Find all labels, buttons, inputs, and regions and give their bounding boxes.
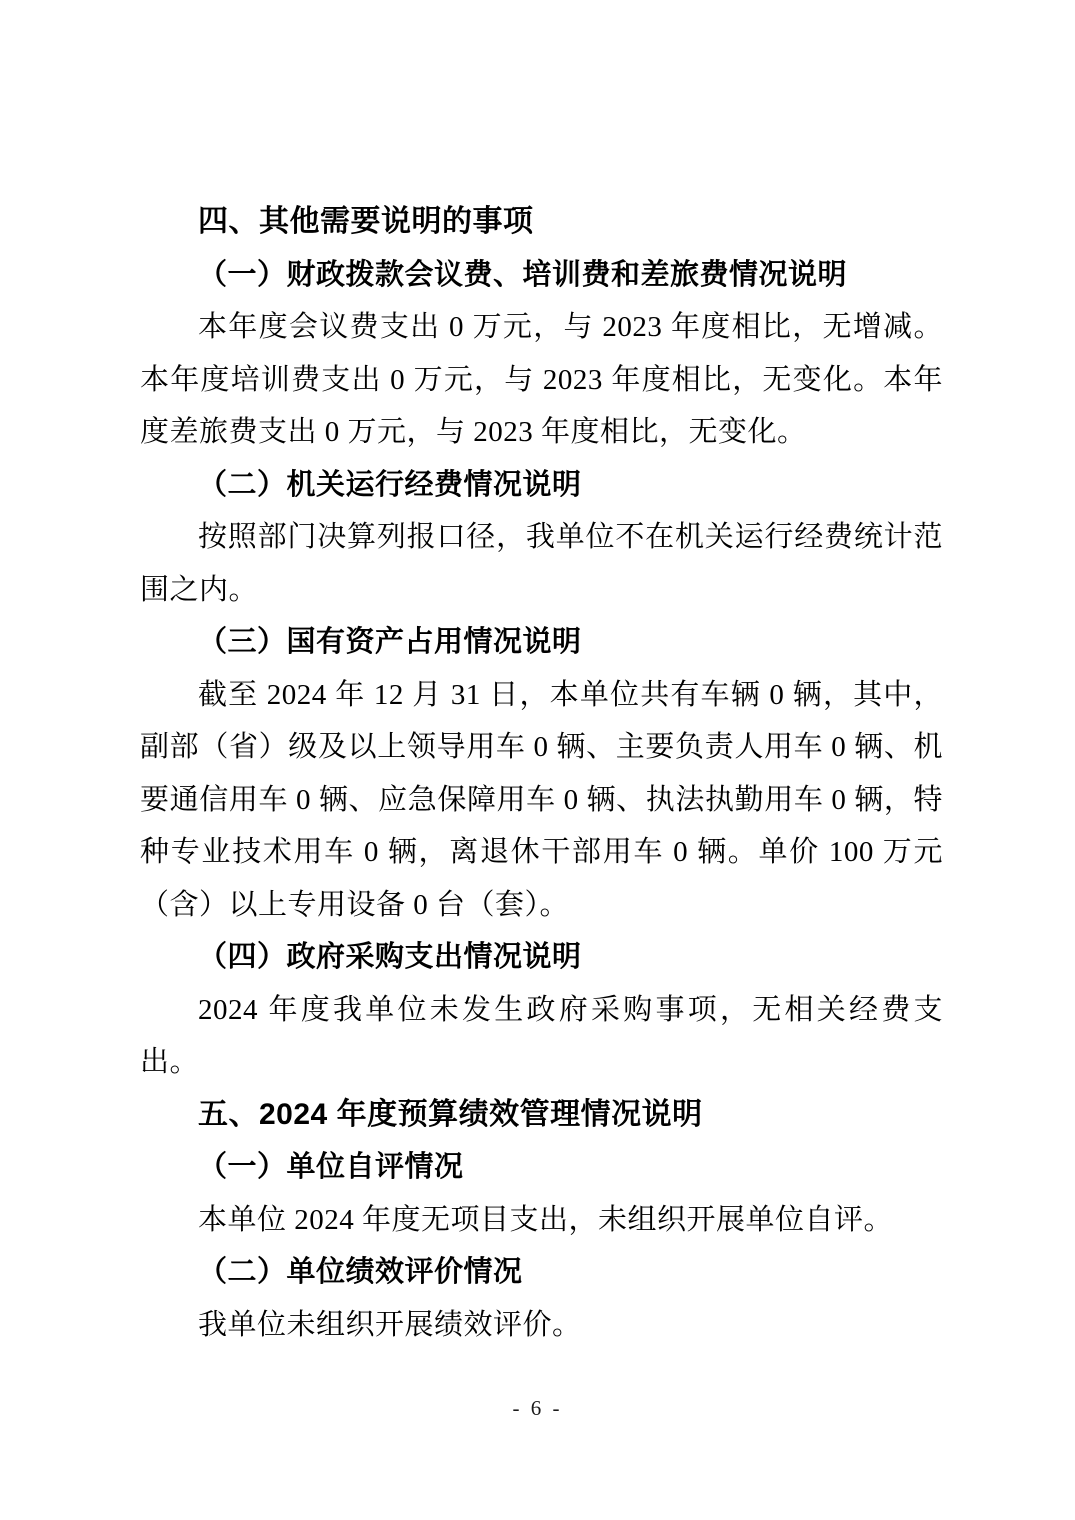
- paragraph: 按照部门决算列报口径，我单位不在机关运行经费统计范围之内。: [140, 521, 943, 606]
- paragraph: 我单位未组织开展绩效评价。: [198, 1308, 582, 1341]
- page-number: - 6 -: [512, 1396, 563, 1420]
- sub-heading: （一）单位自评情况: [198, 1151, 464, 1183]
- section-heading: 五、2024 年度预算绩效管理情况说明: [198, 1097, 703, 1131]
- paragraph: 本单位 2024 年度无项目支出，未组织开展单位自评。: [198, 1203, 894, 1236]
- paragraph: 2024 年度我单位未发生政府采购事项，无相关经费支出。: [140, 993, 943, 1078]
- paragraph: 本年度会议费支出 0 万元，与 2023 年度相比，无增减。本年度培训费支出 0 万元，与 2023 年度相比，无变化。本年度差旅费支出 0 万元，与 2023 年度相比，无变化。: [140, 311, 943, 448]
- sub-heading: （二）机关运行经费情况说明: [198, 468, 582, 501]
- sub-heading: （一）财政拨款会议费、培训费和差旅费情况说明: [198, 258, 848, 291]
- sub-heading: （三）国有资产占用情况说明: [198, 626, 582, 658]
- sub-heading: （四）政府采购支出情况说明: [198, 941, 582, 973]
- document-body: [140, 196, 943, 1351]
- paragraph: 截至 2024 年 12 月 31 日，本单位共有车辆 0 辆，其中，副部（省）级及以上领导用车 0 辆、主要负责人用车 0 辆、机要通信用车 0 辆、应急保障用车 0 辆、执法执勤用车 0 辆，特种专业技术用车 0 辆，离退休干部用车 0 辆。单价 100 万元（含）以上专用设备 0 台（套）。: [140, 678, 943, 921]
- section-heading: 四、其他需要说明的事项: [198, 205, 534, 238]
- sub-heading: （二）单位绩效评价情况: [198, 1256, 523, 1288]
